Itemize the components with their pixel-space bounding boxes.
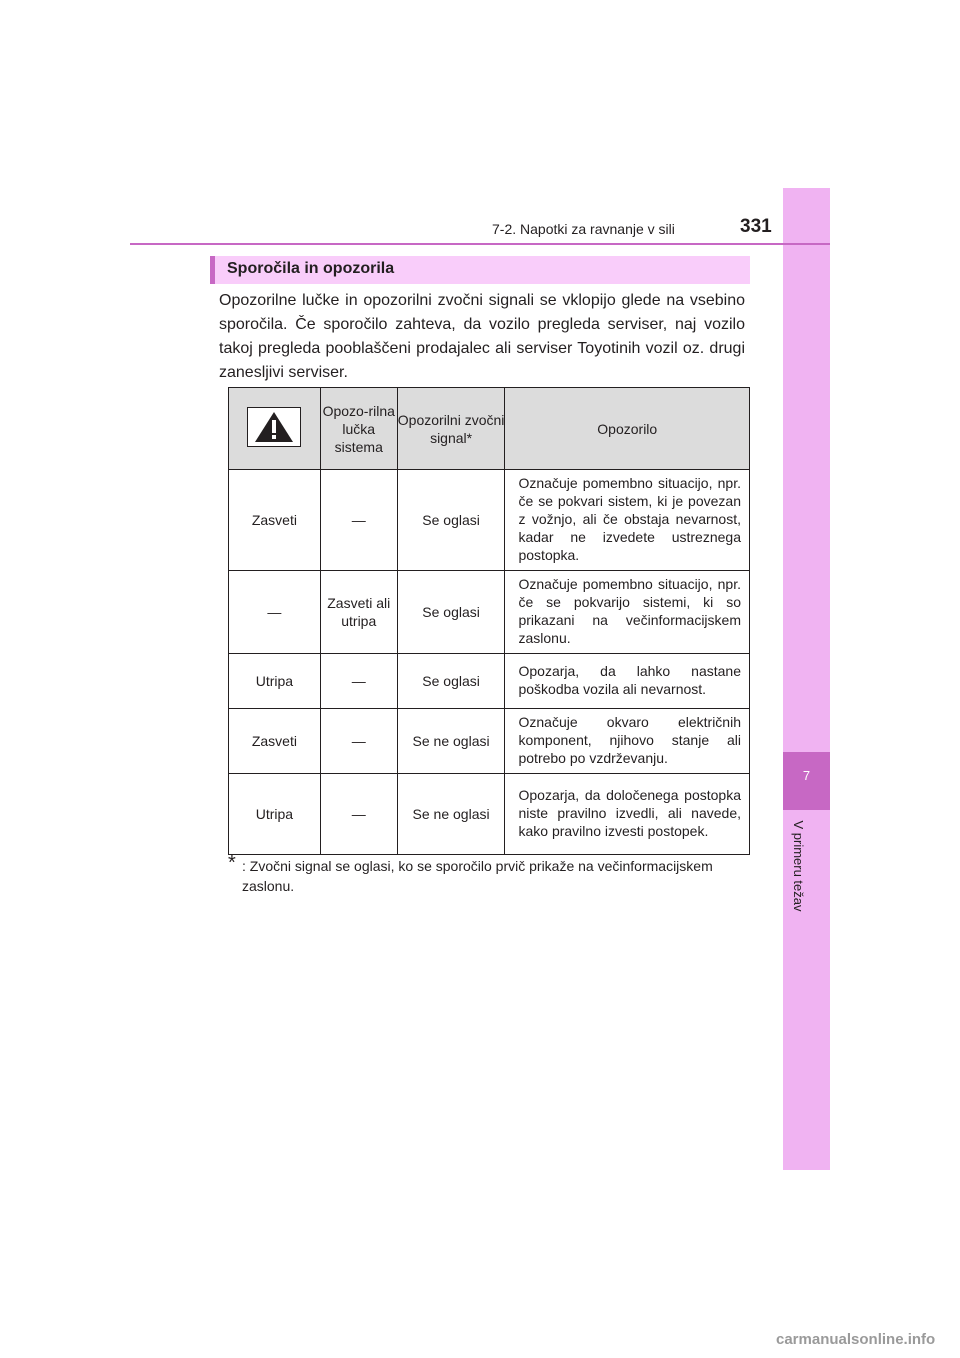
footnote-marker: * bbox=[228, 852, 236, 874]
header-rule bbox=[130, 243, 830, 245]
running-header: 7-2. Napotki za ravnanje v sili bbox=[492, 221, 675, 237]
cell-light: Zasveti bbox=[229, 709, 321, 774]
header-buzzer: Opozorilni zvočni signal* bbox=[397, 388, 505, 470]
cell-description: Opozarja, da lahko nastane poškodba vozila ali nevarnost. bbox=[505, 654, 750, 709]
page-number: 331 bbox=[740, 216, 772, 237]
footnote-line-1: : Zvočni signal se oglasi, ko se sporočilo prvič prikaže na večinformacijskem bbox=[242, 858, 713, 874]
cell-buzzer: — bbox=[320, 774, 397, 855]
watermark: carmanualsonline.info bbox=[776, 1331, 936, 1348]
cell-light: Zasveti bbox=[229, 470, 321, 571]
intro-paragraph: Opozorilne lučke in opozorilni zvočni signali se vklopijo glede na vsebino sporočila. Če sporočilo zahteva, da vozilo pregleda serviser, naj vozilo takoj pregleda pooblaščeni prodajalec ali serviser Toyotinih vozil oz. drugi zanesljivi serviser. bbox=[219, 292, 745, 381]
cell-signal: Se oglasi bbox=[397, 470, 505, 571]
chapter-side-tab bbox=[783, 188, 830, 1170]
cell-description: Označuje okvaro električnih komponent, njihovo stanje ali potrebo po vzdrževanju. bbox=[505, 709, 750, 774]
header-warning: Opozorilo bbox=[505, 388, 750, 470]
header-system-light: Opozo-rilna lučka sistema bbox=[320, 388, 397, 470]
cell-buzzer: — bbox=[320, 654, 397, 709]
section-heading-bar bbox=[210, 256, 750, 284]
cell-buzzer: — bbox=[320, 470, 397, 571]
cell-buzzer: Zasveti ali utripa bbox=[320, 571, 397, 654]
table-row bbox=[229, 470, 750, 571]
chapter-number: 7 bbox=[802, 768, 811, 783]
cell-description: Označuje pomembno situacijo, npr. če se pokvarijo sistemi, ki so prikazani na večinformacijskem zaslonu. bbox=[505, 571, 750, 654]
table-row bbox=[229, 709, 750, 774]
section-title: Sporočila in opozorila bbox=[227, 260, 395, 277]
table-header-row bbox=[229, 388, 750, 470]
cell-description: Označuje pomembno situacijo, npr. če se pokvari sistem, ki je povezan z vožnjo, ali če obstaja nevarnost, kadar ne izvedete ustreznega postopka. bbox=[505, 470, 750, 571]
cell-signal: Se oglasi bbox=[397, 571, 505, 654]
cell-light: — bbox=[229, 571, 321, 654]
cell-signal: Se oglasi bbox=[397, 654, 505, 709]
cell-buzzer: — bbox=[320, 709, 397, 774]
chapter-title: V primeru težav bbox=[791, 820, 806, 912]
warning-table bbox=[228, 387, 750, 855]
table-row bbox=[229, 654, 750, 709]
cell-light: Utripa bbox=[229, 654, 321, 709]
footnote bbox=[228, 852, 748, 896]
footnote-line-2: zaslonu. bbox=[242, 878, 295, 894]
cell-signal: Se ne oglasi bbox=[397, 709, 505, 774]
table-row bbox=[229, 774, 750, 855]
warning-triangle-icon bbox=[247, 407, 301, 447]
cell-light: Utripa bbox=[229, 774, 321, 855]
table-row bbox=[229, 571, 750, 654]
cell-signal: Se ne oglasi bbox=[397, 774, 505, 855]
header-icon-cell bbox=[229, 388, 321, 470]
cell-description: Opozarja, da določenega postopka niste pravilno izvedli, ali navede, kako pravilno izvesti postopek. bbox=[505, 774, 750, 855]
